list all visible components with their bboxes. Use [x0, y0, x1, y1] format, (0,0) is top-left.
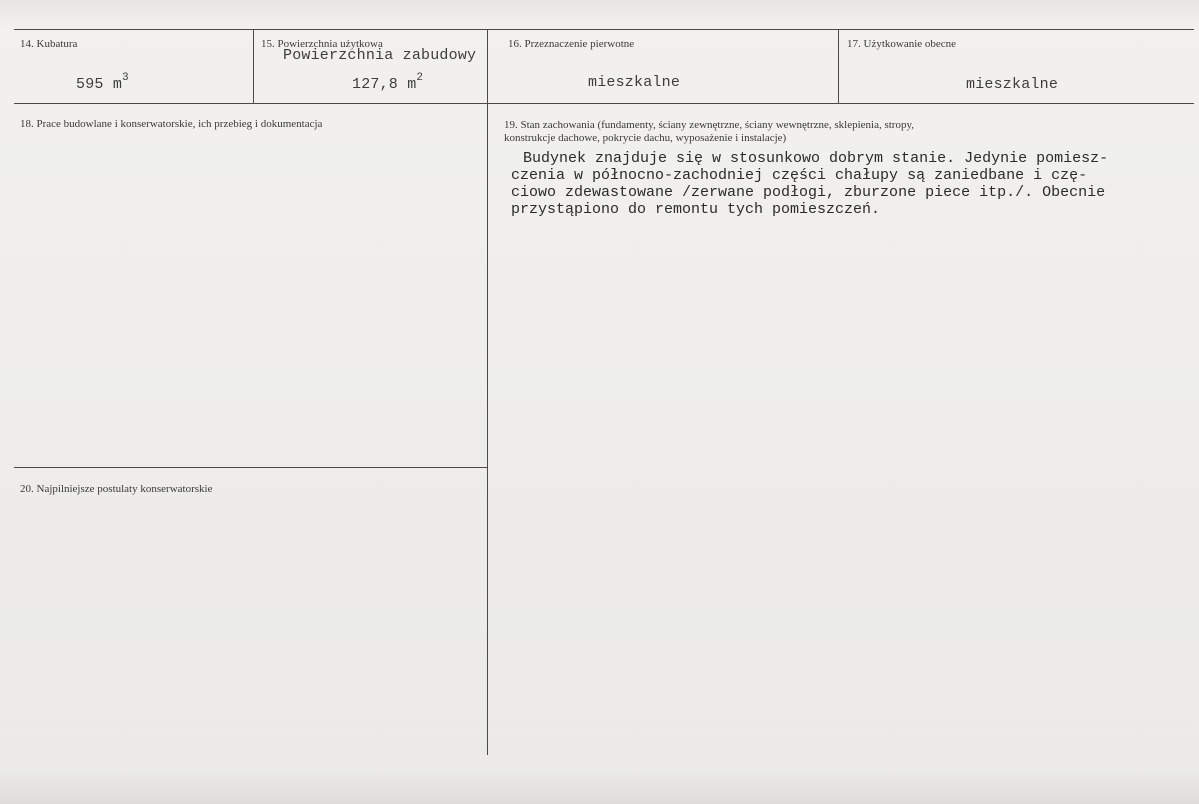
area-number: 127,8	[352, 76, 399, 93]
typed-line: przystąpiono do remontu tych pomieszczeń.	[511, 201, 881, 218]
typed-line: czenia w północno-zachodniej części chałupy są zaniedbane i czę-	[511, 167, 1088, 184]
divider-16-17	[838, 29, 839, 104]
top-rule	[14, 29, 1194, 30]
divider-14-15	[253, 29, 254, 104]
typed-line: Budynek znajduje się w stosunkowo dobrym stanie. Jedynie pomiesz-	[523, 150, 1109, 167]
field-16-label: 16. Przeznaczenie pierwotne	[508, 38, 635, 50]
area-unit: m	[407, 76, 417, 93]
field-15-label: 15. Powierzchnia użytkowa	[261, 38, 383, 50]
header-row-rule	[14, 103, 1194, 104]
field-16-value: mieszkalne	[588, 74, 681, 91]
field-15-typed-heading: Powierzchnia zabudowy	[283, 47, 477, 64]
typed-line: ciowo zdewastowane /zerwane podłogi, zburzone piece itp./. Obecnie	[511, 184, 1106, 201]
volume-unit-exponent: 3	[122, 72, 129, 84]
field-19-typed-text	[511, 150, 1193, 218]
field-17-label: 17. Użytkowanie obecne	[847, 38, 957, 50]
field-19-label-line-1: 19. Stan zachowania (fundamenty, ściany zewnętrzne, ściany wewnętrzne, sklepienia, stropy,	[504, 119, 915, 131]
center-divider	[487, 29, 488, 755]
field-15-value	[352, 74, 423, 93]
volume-number: 595	[76, 76, 104, 93]
field-19-label-line-2: konstrukcje dachowe, pokrycie dachu, wyposażenie i instalacje)	[504, 132, 787, 144]
field-14-value	[76, 74, 129, 93]
field-17-value: mieszkalne	[966, 76, 1059, 93]
left-column-split-rule	[14, 467, 488, 468]
volume-unit: m	[112, 76, 123, 93]
field-20-label: 20. Najpilniejsze postulaty konserwatorskie	[20, 483, 213, 495]
area-unit-exponent: 2	[416, 72, 424, 84]
field-18-label: 18. Prace budowlane i konserwatorskie, ich przebieg i dokumentacja	[20, 118, 323, 130]
field-14-label: 14. Kubatura	[20, 38, 78, 50]
